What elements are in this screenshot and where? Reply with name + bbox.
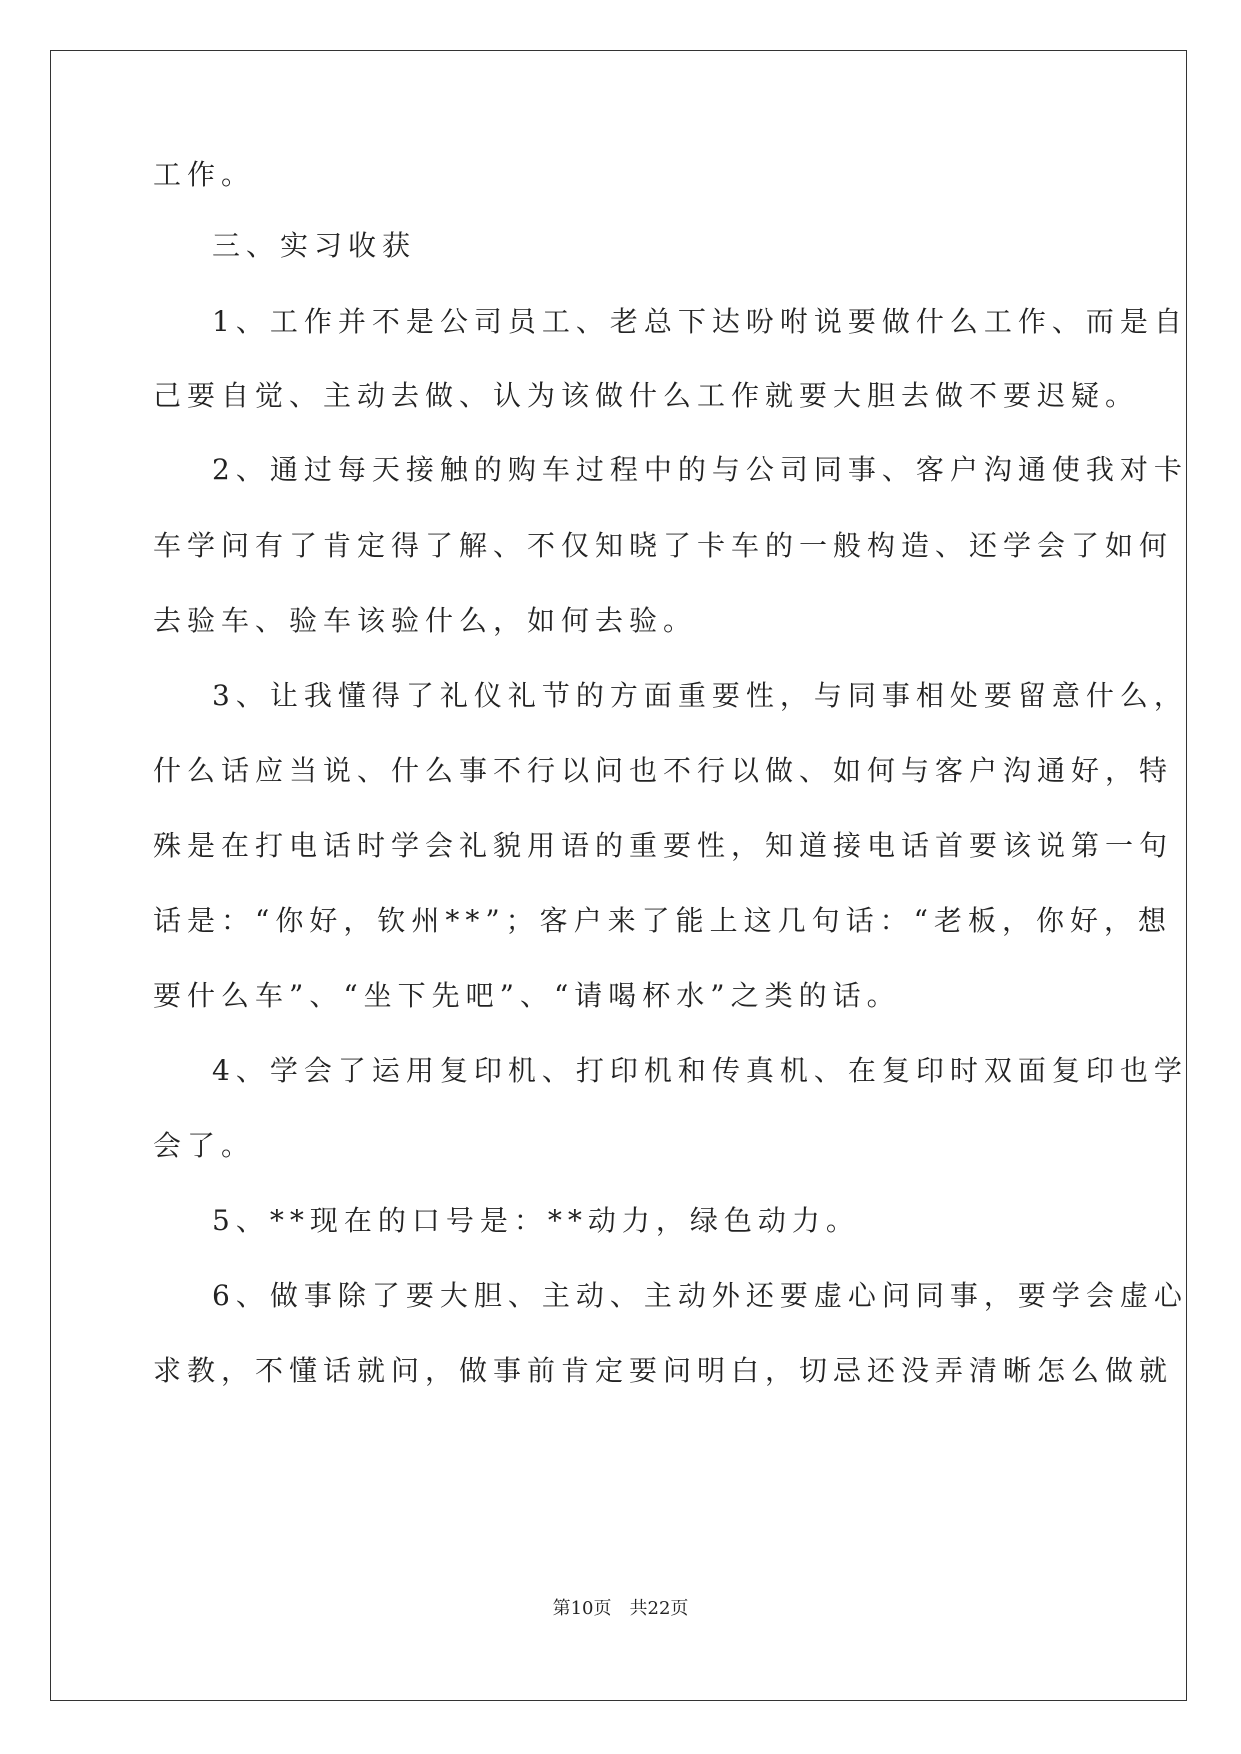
- text-line: 1、工作并不是公司员工、老总下达吩咐说要做什么工作、而是自: [212, 305, 1188, 338]
- text-line: 己要自觉、主动去做、认为该做什么工作就要大胆去做不要迟疑。: [153, 379, 1140, 412]
- text-line: 话是：“你好，钦州**”；客户来了能上这几句话：“老板，你好，想: [153, 904, 1172, 937]
- page-footer: 第10页 共22页: [552, 1598, 689, 1619]
- page-border: [50, 50, 1187, 1701]
- text-line: 什么话应当说、什么事不行以问也不行以做、如何与客户沟通好，特: [153, 754, 1174, 787]
- section-heading: 三、实习收获: [212, 229, 417, 262]
- text-line: 3、让我懂得了礼仪礼节的方面重要性，与同事相处要留意什么，: [212, 679, 1188, 712]
- text-line: 去验车、验车该验什么，如何去验。: [153, 604, 698, 637]
- text-line: 会了。: [153, 1129, 256, 1162]
- text-line: 2、通过每天接触的购车过程中的与公司同事、客户沟通使我对卡: [212, 453, 1188, 486]
- text-line: 工作。: [153, 158, 256, 191]
- text-line: 车学问有了肯定得了解、不仅知晓了卡车的一般构造、还学会了如何: [153, 529, 1174, 562]
- text-line: 殊是在打电话时学会礼貌用语的重要性，知道接电话首要该说第一句: [153, 829, 1174, 862]
- text-line: 6、做事除了要大胆、主动、主动外还要虚心问同事，要学会虚心: [212, 1279, 1188, 1312]
- text-line: 5、**现在的口号是：**动力，绿色动力。: [212, 1204, 860, 1237]
- text-line: 求教，不懂话就问，做事前肯定要问明白，切忌还没弄清晰怎么做就: [153, 1354, 1174, 1387]
- text-line: 4、学会了运用复印机、打印机和传真机、在复印时双面复印也学: [212, 1054, 1188, 1087]
- text-line: 要什么车”、“坐下先吧”、“请喝杯水”之类的话。: [153, 979, 901, 1012]
